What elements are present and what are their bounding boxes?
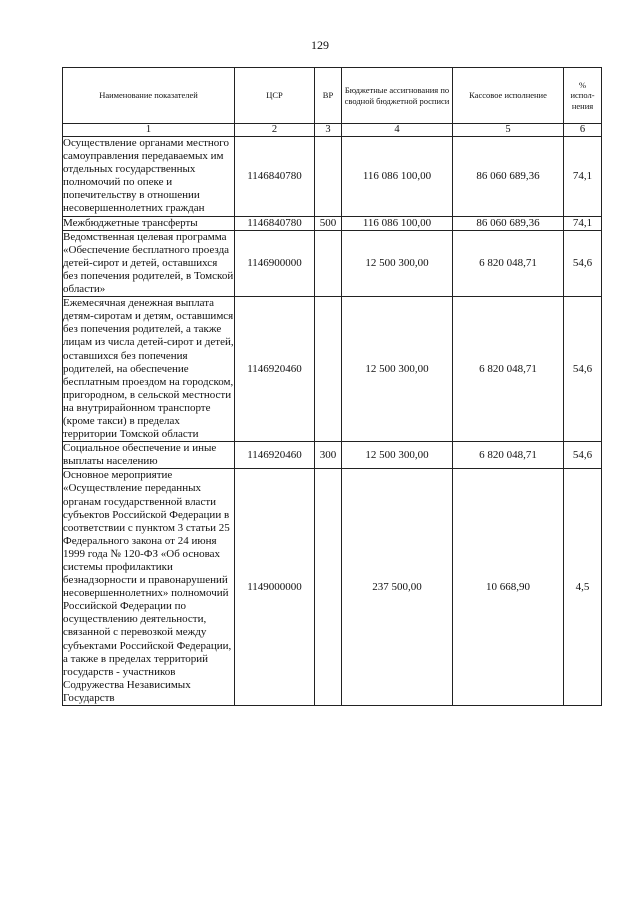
- table-row: [63, 137, 602, 217]
- col-header-percent: % испол-нения: [564, 68, 602, 124]
- row-budget: 12 500 300,00: [342, 442, 453, 469]
- row-cash: 6 820 048,71: [453, 230, 564, 296]
- row-budget: 12 500 300,00: [342, 230, 453, 296]
- column-number-row: [63, 124, 602, 137]
- col-header-cash: Кассовое исполнение: [453, 68, 564, 124]
- row-csr: 1146840780: [235, 216, 315, 230]
- row-csr: 1146900000: [235, 230, 315, 296]
- table-row: [63, 442, 602, 469]
- col-number-6: 6: [564, 124, 602, 137]
- page-number: 129: [311, 38, 329, 52]
- row-cash: 86 060 689,36: [453, 216, 564, 230]
- row-name: Межбюджетные трансферты: [63, 216, 235, 230]
- row-vr: [315, 469, 342, 706]
- row-percent: 54,6: [564, 230, 602, 296]
- row-name: Социальное обеспечение и иные выплаты населению: [63, 442, 235, 469]
- row-csr: 1146920460: [235, 297, 315, 442]
- row-vr: [315, 297, 342, 442]
- row-csr: 1146840780: [235, 137, 315, 217]
- col-number-1: 1: [63, 124, 235, 137]
- row-percent: 54,6: [564, 297, 602, 442]
- row-name: Осуществление органами местного самоуправления передаваемых им отдельных государственных полномочий по опеке и попечительству в отношении несовершеннолетних граждан: [63, 137, 235, 217]
- row-percent: 4,5: [564, 469, 602, 706]
- budget-execution-table: [62, 67, 602, 706]
- row-name: Ведомственная целевая программа «Обеспечение бесплатного проезда детей-сирот и детей, оставшихся без попечения родителей, в Томской области»: [63, 230, 234, 296]
- row-name: Ежемесячная денежная выплата детям-сиротам и детям, оставшимся без попечения родителей, а также лицам из числа детей-сирот и детей, оставшихся без попечения родителей, на обеспечение бесплатным проездом на городском, пригородном, в сельской местности на внутрирайонном транспорте (кроме такси) в пределах территории Томской области: [63, 297, 234, 441]
- row-vr: [315, 230, 342, 296]
- col-header-csr: ЦСР: [235, 68, 315, 124]
- row-csr: 1146920460: [235, 442, 315, 469]
- row-vr: 300: [315, 442, 342, 469]
- col-header-name: Наименование показателей: [63, 68, 235, 124]
- row-name: Основное мероприятие «Осуществление переданных органам государственной власти субъектов Российской Федерации в соответствии с пунктом 3 статьи 25 Федерального закона от 24 июня 1999 года № 120-ФЗ «Об основах системы профилактики безнадзорности и правонарушений несовершеннолетних» полномочий Российской Федерации по осуществлению деятельности, связанной с перевозкой между субъектами Российской Федерации, а также в пределах территорий государств - участников Содружества Независимых Государств: [63, 469, 235, 706]
- row-cash: 86 060 689,36: [453, 137, 564, 217]
- row-budget: 116 086 100,00: [342, 216, 453, 230]
- row-budget: 237 500,00: [342, 469, 453, 706]
- col-header-budget: Бюджетные ассигнования по сводной бюджетной росписи: [342, 68, 453, 124]
- row-budget: 116 086 100,00: [342, 137, 453, 217]
- col-number-4: 4: [342, 124, 453, 137]
- col-number-3: 3: [315, 124, 342, 137]
- col-number-5: 5: [453, 124, 564, 137]
- col-header-vr: ВР: [315, 68, 342, 124]
- row-csr: 1149000000: [235, 469, 315, 706]
- row-percent: 54,6: [564, 442, 602, 469]
- table-row: [63, 216, 602, 230]
- header-row: [63, 68, 602, 124]
- row-percent: 74,1: [564, 137, 602, 217]
- row-percent: 74,1: [564, 216, 602, 230]
- row-cash: 6 820 048,71: [453, 297, 564, 442]
- row-cash: 6 820 048,71: [453, 442, 564, 469]
- table-row: [63, 230, 602, 296]
- table-row: [63, 297, 602, 442]
- table-row: [63, 469, 602, 706]
- row-budget: 12 500 300,00: [342, 297, 453, 442]
- row-vr: 500: [315, 216, 342, 230]
- row-vr: [315, 137, 342, 217]
- col-number-2: 2: [235, 124, 315, 137]
- row-cash: 10 668,90: [453, 469, 564, 706]
